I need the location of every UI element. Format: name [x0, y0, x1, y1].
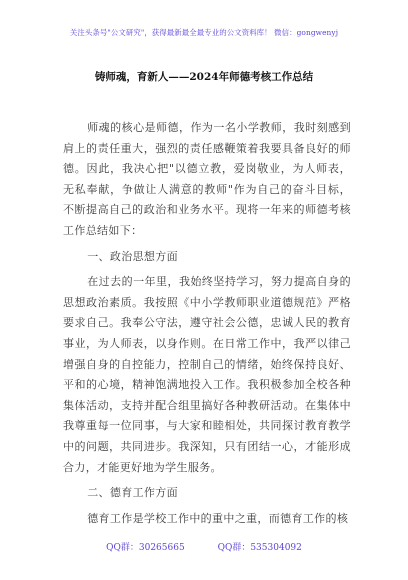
intro-paragraph: 师魂的核心是师德，作为一名小学教师，我时刻感到肩上的责任重大，强烈的责任感鞭策着我要具备良好的师德。因此，我决心把"以德立教，爱岗敬业，为人师表，无私奉献，争做让人满意的教师"作为自己的奋斗目标，不断提高自己的政治和业务水平。现将一年来的师德考核工作总结如下： [63, 121, 351, 237]
section-paragraph-politics: 在过去的一年里，我始终坚持学习，努力提高自身的思想政治素质。我按照《中小学教师职业道德规范》严格要求自己。我奉公守法，遵守社会公德，忠诚人民的教育事业，为人师表，以身作则。在日常工作中，我严以律己增强自身的自控能力，控制自己的情绪，始终保持良好、平和的心境，精神饱满地投入工作。我积极参加全校各种集体活动，支持并配合组里搞好各种教研活动。在集体中我尊重每一位同事，与大家和睦相处，共同探讨教育教学中的问题，共同进步。我深知，只有团结一心，才能形成合力，才能更好地为学生服务。 [63, 275, 351, 474]
document-title: 铸师魂，育新人——2024年师德考核工作总结 [94, 71, 314, 83]
qq-group-2: QQ群：535304092 [217, 543, 302, 553]
qq-group-1: QQ群：30265665 [106, 543, 185, 553]
promo-footer [0, 540, 408, 553]
section-heading-moral-education: 二、德育工作方面 [87, 486, 178, 500]
section-paragraph-moral-education: 德育工作是学校工作中的重中之重，而德育工作的核 [87, 511, 349, 525]
promo-header: 关注头条号"公文研究"，获得最新最全最专业的公文资料库！ 微信：gongwenyj [69, 28, 339, 37]
document-body [63, 118, 351, 529]
section-heading-politics: 一、政治思想方面 [87, 249, 178, 263]
